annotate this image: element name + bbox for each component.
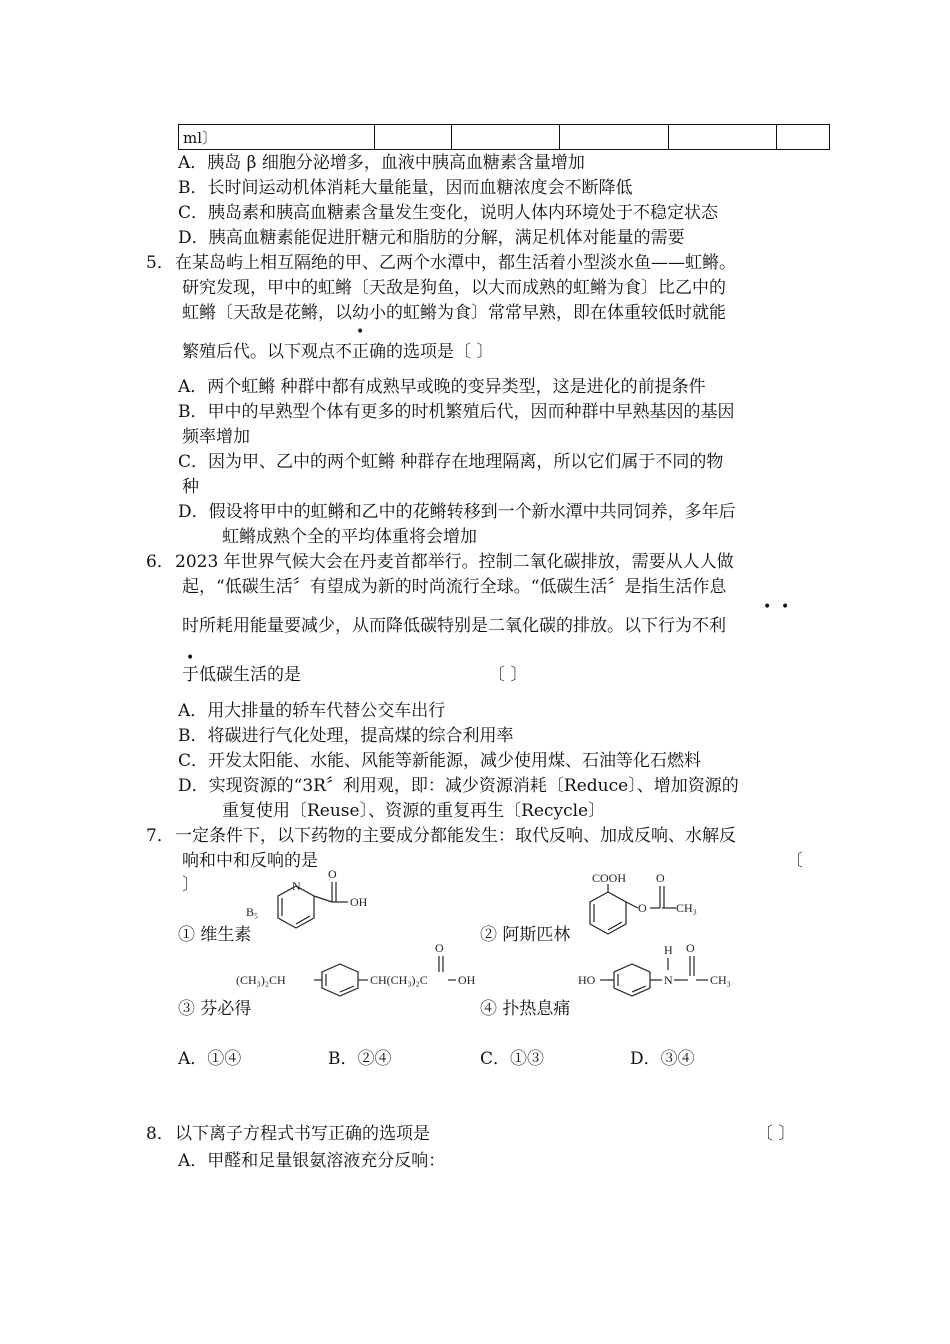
hydroxyl-label: OH bbox=[350, 895, 368, 909]
q4-option-a: A．胰岛 β 细胞分泌增多，血液中胰高血糖素含量增加 bbox=[178, 153, 585, 173]
table-cell bbox=[451, 125, 559, 150]
ester-o-label: O bbox=[638, 901, 647, 915]
table-cell bbox=[375, 125, 452, 150]
drug-label-4: ④ 扑热息痛 bbox=[480, 999, 571, 1019]
methyl-label: CH₃ bbox=[676, 901, 697, 915]
emphasis-dot: • bbox=[186, 650, 195, 666]
q8-number: 8． bbox=[146, 1124, 174, 1144]
carbonyl-o-label: O bbox=[328, 867, 337, 881]
q4-option-b: B．长时间运动机体消耗大量能量，因而血糖浓度会不断降低 bbox=[178, 178, 633, 198]
emphasis-dot: • bbox=[763, 599, 772, 615]
benzene-ring bbox=[614, 964, 650, 996]
ibuprofen-structure bbox=[230, 942, 490, 1002]
q5-stem-line: 研究发现，甲中的虹鳉〔天敌是狗鱼，以大而成熟的虹鳉为食〕比乙中的 bbox=[182, 278, 726, 298]
table-cell-label: ml〕 bbox=[179, 125, 375, 150]
q8-stem: 以下离子方程式书写正确的选项是 bbox=[175, 1124, 430, 1144]
benzene-ring bbox=[322, 964, 358, 996]
amide-n-label: N bbox=[664, 973, 673, 987]
q7-answer-c: C．①③ bbox=[480, 1049, 545, 1069]
q7-bracket-open: 〔 bbox=[786, 851, 803, 871]
q7-stem-line: 响和中和反响的是 bbox=[182, 851, 318, 871]
q5-stem-line: 在某岛屿上相互隔绝的甲、乙两个水潭中，都生活着小型淡水鱼——虹鳉。 bbox=[175, 253, 736, 273]
hydroxyl-label: OH bbox=[458, 973, 476, 987]
q5-option-b-cont: 频率增加 bbox=[182, 427, 250, 447]
table-cell bbox=[560, 125, 668, 150]
b5-label: B₅ bbox=[246, 905, 259, 919]
q7-answer-d: D．③④ bbox=[630, 1049, 695, 1069]
q7-stem-line: 一定条件下，以下药物的主要成分都能发生：取代反响、加成反响、水解反 bbox=[175, 826, 736, 846]
benzene-ring bbox=[590, 892, 626, 934]
q6-option-b: B．将碳进行气化处理，提高煤的综合利用率 bbox=[178, 726, 514, 746]
drug-label-2: ② 阿斯匹林 bbox=[480, 925, 571, 945]
q5-option-d: D．假设将甲中的虹鳉和乙中的花鳉转移到一个新水潭中共同饲养，多年后 bbox=[178, 502, 736, 522]
propionic-label: CH(CH₃)₂C bbox=[370, 973, 428, 987]
cooh-label: COOH bbox=[592, 871, 627, 885]
q5-option-c-cont: 种 bbox=[182, 477, 199, 497]
q5-number: 5． bbox=[146, 253, 174, 273]
drug-label-1: ① 维生素 bbox=[178, 925, 252, 945]
q5-stem-line: 虹鳉〔天敌是花鳉，以幼小的虹鳉为食〕常常早熟，即在体重较低时就能 bbox=[182, 303, 726, 323]
q6-number: 6． bbox=[146, 552, 174, 572]
q8-answer-bracket: 〔 〕 bbox=[756, 1124, 796, 1144]
carbonyl-o-label: O bbox=[656, 871, 665, 885]
q6-stem-line: 时所耗用能量要减少，从而降低碳特别是二氧化碳的排放。以下行为不利 bbox=[182, 616, 726, 636]
isobutyl-label: (CH₃)₂CH bbox=[236, 973, 286, 987]
q7-number: 7． bbox=[146, 826, 174, 846]
emphasis-dot: • bbox=[356, 324, 365, 340]
emphasis-dot: • bbox=[781, 599, 790, 615]
q6-option-d-cont: 重复使用〔Reuse〕、资源的重复再生〔Recycle〕 bbox=[222, 801, 606, 821]
methyl-label: CH₃ bbox=[710, 973, 731, 987]
q5-option-a: A．两个虹鳉 种群中都有成熟早或晚的变异类型，这是进化的前提条件 bbox=[178, 377, 706, 397]
q6-answer-bracket: 〔 〕 bbox=[488, 665, 528, 685]
table-cell bbox=[668, 125, 776, 150]
q6-option-a: A．用大排量的轿车代替公交车出行 bbox=[178, 701, 446, 721]
drug-label-3: ③ 芬必得 bbox=[178, 999, 252, 1019]
q5-option-b: B．甲中的早熟型个体有更多的时机繁殖后代，因而种群中早熟基因的基因 bbox=[178, 402, 735, 422]
carbonyl-o-label: O bbox=[686, 941, 695, 955]
q6-stem-line: 于低碳生活的是 bbox=[182, 665, 301, 685]
q8-option-a: A．甲醛和足量银氨溶液充分反响： bbox=[178, 1151, 446, 1171]
ring-n-label: N bbox=[292, 879, 301, 893]
hydroxy-label: HO bbox=[578, 973, 596, 987]
q6-option-d: D．实现资源的“3R〞利用观，即：减少资源消耗〔Reduce〕、增加资源的 bbox=[178, 776, 739, 796]
q6-option-c: C．开发太阳能、水能、风能等新能源，减少使用煤、石油等化石燃料 bbox=[178, 751, 702, 771]
carbonyl-o-label: O bbox=[435, 942, 444, 955]
q5-option-d-cont: 虹鳉成熟个全的平均体重将会增加 bbox=[222, 527, 477, 547]
q7-bracket-close: 〕 bbox=[182, 875, 199, 895]
q6-stem-line: 2023 年世界气候大会在丹麦首都举行。控制二氧化碳排放，需要从人人做 bbox=[175, 552, 734, 572]
answer-table-fragment bbox=[178, 124, 830, 150]
paracetamol-structure bbox=[578, 940, 748, 1000]
amide-h-label: H bbox=[664, 943, 673, 957]
q5-option-c: C．因为甲、乙中的两个虹鳉 种群存在地理隔离，所以它们属于不同的物 bbox=[178, 452, 724, 472]
q6-stem-line: 起，“低碳生活〞有望成为新的时尚流行全球。“低碳生活〞是指生活作息 bbox=[182, 577, 727, 597]
table-row bbox=[179, 125, 830, 150]
vitamin-b5-structure bbox=[244, 864, 384, 946]
aspirin-structure bbox=[576, 868, 716, 948]
q4-option-c: C．胰岛素和胰高血糖素含量发生变化，说明人体内环境处于不稳定状态 bbox=[178, 203, 719, 223]
q5-stem-line: 繁殖后代。以下观点不正确的选项是〔 〕 bbox=[182, 342, 494, 362]
table-cell bbox=[777, 125, 830, 150]
q7-answer-b: B．②④ bbox=[328, 1049, 392, 1069]
q4-option-d: D．胰高血糖素能促进肝糖元和脂肪的分解，满足机体对能量的需要 bbox=[178, 228, 685, 248]
q7-answer-a: A．①④ bbox=[178, 1049, 242, 1069]
